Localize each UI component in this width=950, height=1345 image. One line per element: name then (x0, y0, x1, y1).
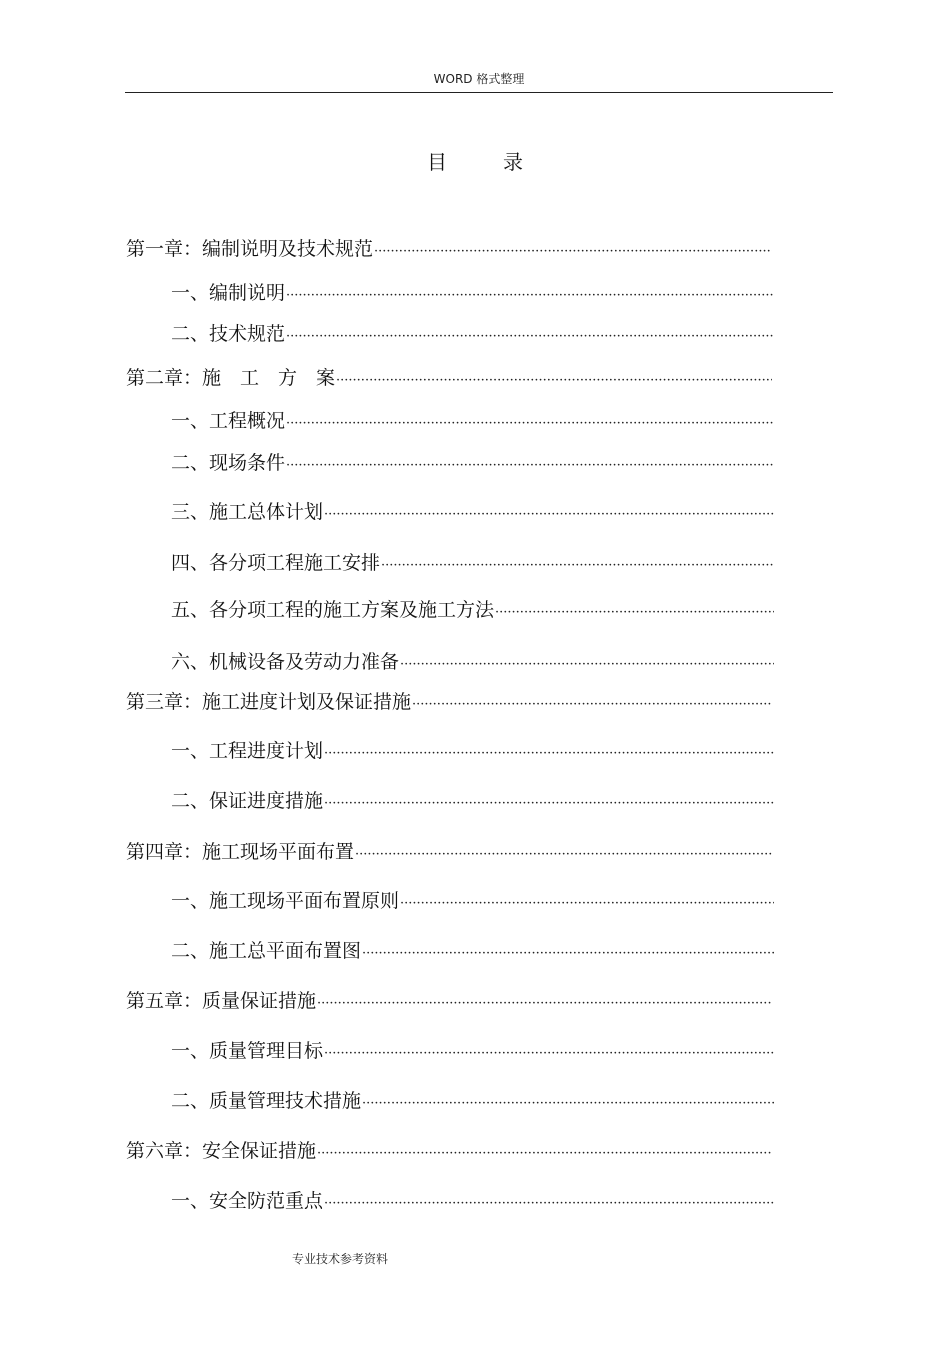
toc-chapter-entry (126, 690, 772, 714)
toc-section-entry (171, 1039, 774, 1063)
toc-entry-label: 一、工程概况 (171, 410, 286, 432)
toc-dot-leader (362, 1092, 774, 1113)
toc-chapter-entry (126, 366, 772, 390)
toc-chapter-entry (126, 237, 772, 261)
toc-dot-leader (400, 653, 774, 674)
toc-section-entry (171, 551, 774, 575)
toc-entry-label: 二、技术规范 (171, 323, 286, 345)
toc-title-left: 目 (427, 150, 447, 174)
toc-chapter-entry (126, 1139, 772, 1163)
toc-section-entry (171, 451, 774, 475)
toc-dot-leader (374, 240, 772, 261)
toc-section-entry (171, 650, 774, 674)
toc-dot-leader (324, 1042, 774, 1063)
toc-dot-leader (495, 601, 774, 622)
toc-entry-label: 第三章：施工进度计划及保证措施 (126, 691, 412, 713)
toc-dot-leader (286, 325, 774, 346)
toc-dot-leader (286, 412, 774, 433)
toc-dot-leader (317, 992, 772, 1013)
toc-entry-label: 五、各分项工程的施工方案及施工方法 (171, 599, 495, 621)
toc-dot-leader (286, 284, 774, 305)
toc-section-entry (171, 1089, 774, 1113)
toc-entry-label: 一、编制说明 (171, 282, 286, 304)
toc-section-entry (171, 500, 774, 524)
toc-entry-label: 一、安全防范重点 (171, 1190, 324, 1212)
toc-section-entry (171, 1189, 774, 1213)
toc-section-entry (171, 939, 774, 963)
toc-section-entry (171, 789, 774, 813)
toc-dot-leader (362, 942, 774, 963)
toc-dot-leader (412, 693, 772, 714)
toc-entry-label: 四、各分项工程施工安排 (171, 552, 381, 574)
toc-entry-label: 二、保证进度措施 (171, 790, 324, 812)
toc-title-right: 录 (503, 150, 523, 174)
toc-dot-leader (400, 892, 774, 913)
toc-dot-leader (324, 503, 774, 524)
toc-dot-leader (336, 369, 772, 390)
toc-entry-label: 一、施工现场平面布置原则 (171, 890, 400, 912)
toc-section-entry (171, 281, 774, 305)
toc-chapter-entry (126, 989, 772, 1013)
toc-section-entry (171, 598, 774, 622)
page-footer: 专业技术参考资料 (292, 1252, 389, 1266)
toc-entry-label: 三、施工总体计划 (171, 501, 324, 523)
toc-entry-label: 第二章：施 工 方 案 (126, 367, 336, 389)
header-text: WORD 格式整理 (433, 72, 525, 86)
toc-section-entry (171, 739, 774, 763)
toc-entry-label: 第四章：施工现场平面布置 (126, 841, 355, 863)
toc-dot-leader (355, 843, 772, 864)
toc-dot-leader (324, 792, 774, 813)
toc-dot-leader (324, 1192, 774, 1213)
toc-section-entry (171, 889, 774, 913)
toc-entry-label: 二、质量管理技术措施 (171, 1090, 362, 1112)
toc-entry-label: 第六章：安全保证措施 (126, 1140, 317, 1162)
toc-dot-leader (324, 742, 774, 763)
toc-entry-label: 一、质量管理目标 (171, 1040, 324, 1062)
toc-dot-leader (286, 454, 774, 475)
toc-entry-label: 一、工程进度计划 (171, 740, 324, 762)
toc-entry-label: 第五章：质量保证措施 (126, 990, 317, 1012)
toc-dot-leader (381, 554, 774, 575)
toc-entry-label: 二、施工总平面布置图 (171, 940, 362, 962)
toc-section-entry (171, 409, 774, 433)
toc-entry-label: 第一章：编制说明及技术规范 (126, 238, 374, 260)
toc-section-entry (171, 322, 774, 346)
toc-dot-leader (317, 1142, 772, 1163)
toc-entry-label: 二、现场条件 (171, 452, 286, 474)
toc-entry-label: 六、机械设备及劳动力准备 (171, 651, 400, 673)
toc-chapter-entry (126, 840, 772, 864)
